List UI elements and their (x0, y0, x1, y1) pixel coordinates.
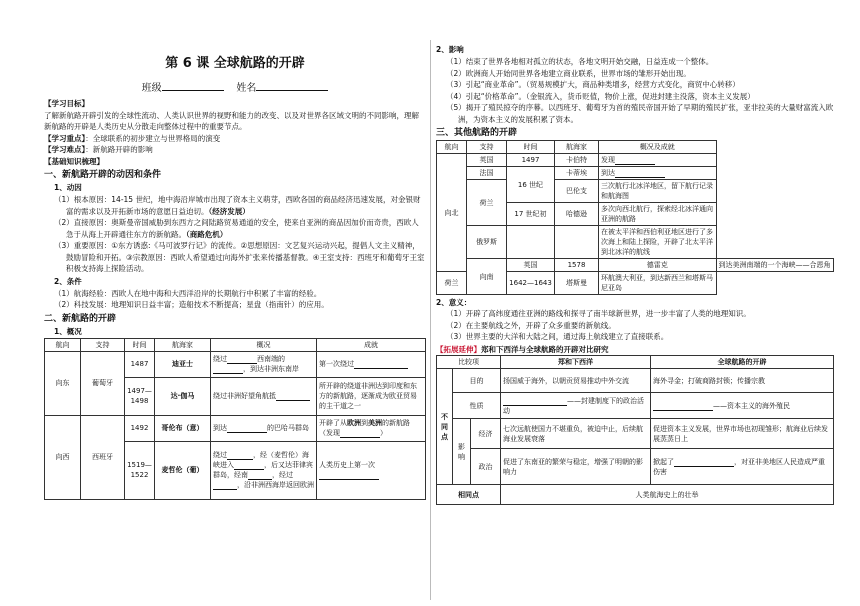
gl-econ: 促进资本主义发展，世界市场也初现雏形；航海业后续发展蒸蒸日上 (651, 419, 834, 449)
page-title: 第 6 课 全球航路的开辟 (165, 56, 305, 71)
columbus-desc: 到达 的巴哈马群岛 (211, 415, 317, 441)
col-achievement: 成就 (317, 338, 426, 351)
goals-head: 【学习目标】 (44, 99, 89, 108)
diff-label: 不同点 (437, 369, 453, 485)
impact-4: （4）引起“价格革命”。（金银流入，货币贬值，物价上涨，促进封建主没落，资本主义发展） (446, 91, 755, 101)
col-time: 时间 (507, 141, 555, 154)
magellan-time: 1519—1522 (125, 441, 155, 499)
table-row (437, 449, 834, 485)
subsection-conditions: 2、条件 (54, 276, 82, 286)
impact-3: （3）引起“商业革命”。（贸易规模扩大，商品种类增多，经营方式变化，商贸中心转移） (446, 80, 740, 89)
magellan-ach-blank[interactable] (319, 471, 379, 480)
columbus-ach-blank[interactable] (340, 429, 380, 438)
econ-label: 经济 (471, 419, 501, 449)
goals-text: 了解新航路开辟引发的全球性流动、人类认识世界的视野和能力的改变、以及对世界各区域文明的不同影响，理解新航路的开辟是人类历史从分散走向整体过程中的重要节点。 (44, 110, 419, 131)
gama-blank[interactable] (276, 392, 310, 401)
meaning-heading: 2、意义： (436, 298, 472, 307)
gl-nature: ——资本主义的海外殖民 (651, 393, 834, 419)
magellan-blank-1[interactable] (227, 451, 253, 460)
gl-pol-blank[interactable] (674, 458, 734, 467)
drake-name: 德雷克 (599, 259, 717, 272)
zh-purpose: 扬国威于海外，以朝贡贸易推动中外交流 (501, 369, 651, 393)
col-direction: 航向 (437, 141, 467, 154)
impact-5: （5）揭开了殖民掠夺的序幕。以西班牙、葡萄牙为首的殖民帝国开始了早期的殖民扩张，亚非拉美的大量财富流入欧洲，为资本主义的发展积累了资本。 (446, 103, 834, 124)
comparison-table (436, 355, 834, 505)
class-label: 班级 (141, 83, 162, 94)
cartier-desc: 到达 (599, 167, 717, 180)
magellan-blank-4[interactable] (213, 481, 237, 490)
table-row (437, 154, 834, 167)
table-row (437, 369, 834, 393)
east-support: 葡萄牙 (81, 351, 125, 415)
motive-root: （1）根本原因：14-15 世纪，地中海沿岸城市出现了资本主义萌芽，西欧各国的商品经济迅速发展，对金银财富的需求以及开拓新市场的意愿日益迫切。 (54, 195, 421, 216)
purpose-label: 目的 (453, 369, 501, 393)
key-head: 【学习重点】 (44, 133, 86, 143)
col-support: 支持 (467, 141, 507, 154)
columbus-ach: 开辟了从欧洲到美洲的新航路（发现 ） (317, 415, 426, 441)
influence-label: 影响 (453, 419, 471, 485)
col-time: 时间 (125, 338, 155, 351)
col-zhenghe: 郑和下西洋 (501, 356, 651, 369)
columbus-time: 1492 (125, 415, 155, 441)
meaning-1: （1）开辟了高纬度通往亚洲的路线和探寻了南半球新世界，进一步丰富了人类的地理知识。 (446, 309, 751, 318)
dias-name: 迪亚士 (155, 351, 211, 377)
cabot-time: 1497 (507, 154, 555, 167)
other-routes-table (436, 140, 834, 295)
tasman-time: 1642—1643 (507, 272, 555, 295)
table-row (437, 485, 834, 505)
dias-ach: 第一次绕过 (317, 351, 426, 377)
dias-blank-1[interactable] (227, 355, 257, 364)
subsection-motive: 1、动因 (54, 183, 82, 192)
zh-econ: 七次远航使国力不堪重负，被迫中止，后续航海业发展衰落 (501, 419, 651, 449)
russia-desc: 在被太平洋和西伯利亚地区进行了多次海上和陆上探险，开辟了北太平洋到北冰洋的航线 (599, 226, 717, 259)
east-direction: 向东 (45, 351, 81, 415)
name-label: 姓名 (236, 83, 257, 94)
gl-nature-blank[interactable] (653, 402, 713, 411)
left-column (44, 0, 426, 500)
col-support: 支持 (81, 338, 125, 351)
time-17c: 17 世纪初 (507, 203, 555, 226)
hudson-desc: 多次向西北航行，探索经北冰洋通向亚洲的航路 (599, 203, 717, 226)
nature-label: 性质 (453, 393, 501, 419)
west-direction: 向西 (45, 415, 81, 499)
col-overview: 概况 (211, 338, 317, 351)
west-support: 西班牙 (81, 415, 125, 499)
dias-blank-2[interactable] (213, 365, 243, 374)
meaning-2: （2）在主要航线之外，开辟了众多重要的新航线。 (446, 320, 616, 330)
drake-desc: 到达美洲南端的一个海峡——合恩角 (716, 259, 834, 272)
col-navigator: 航海家 (555, 141, 599, 154)
dias-ach-blank[interactable] (354, 360, 408, 369)
col-direction: 航向 (45, 338, 81, 351)
magellan-blank-2[interactable] (234, 461, 264, 470)
col-summary: 概况及成就 (599, 141, 717, 154)
meaning-3: （3）世界主要的大洋和大陆之间，通过海上航线建立了直接联系。 (446, 332, 669, 341)
column-divider (430, 40, 431, 600)
magellan-desc: 绕过 ，经（麦哲伦）海峡进入 ，后又达菲律宾群岛，经南 ，经过，沿非洲西海岸返回欧洲 (211, 441, 317, 499)
same-text: 人类航海史上的壮举 (501, 485, 834, 505)
magellan-blank-3[interactable] (248, 471, 272, 480)
class-blank[interactable] (162, 90, 224, 91)
pol-label: 政治 (471, 449, 501, 485)
support-netherlands: 荷兰 (467, 180, 507, 226)
south-direction: 向南 (467, 259, 507, 295)
magellan-name: 麦哲伦（葡） (155, 441, 211, 499)
section1-heading: 一、新航路开辟的动因和条件 (44, 170, 162, 180)
gama-desc: 绕过非洲好望角航抵 (211, 377, 317, 415)
russia-navigator (555, 226, 599, 259)
comparison-header (437, 356, 834, 369)
table-row (437, 226, 834, 259)
motive-root-tag: （经济发展） (208, 206, 250, 216)
subsection-impact: 2、影响 (436, 45, 464, 54)
extension-title: 郑和下西洋与全球航路的开辟对比研究 (481, 344, 609, 354)
table-row (437, 167, 834, 180)
impact-1: （1）结束了世界各地相对孤立的状态，各地文明开始交融，日益连成一个整体。 (446, 57, 714, 66)
table-row (45, 415, 426, 441)
section3-heading: 三、其他航路的开辟 (436, 128, 518, 138)
hudson-name: 哈德逊 (555, 203, 599, 226)
diff-head: 【学习难点】 (44, 145, 86, 154)
basic-head: 【基础知识梳理】 (44, 156, 104, 166)
dias-time: 1487 (125, 351, 155, 377)
dias-desc: 绕过 西南端的，到达非洲东南岸 (211, 351, 317, 377)
drake-time: 1578 (555, 259, 599, 272)
cabot-name: 卡伯特 (555, 154, 599, 167)
columbus-name: 哥伦布（意） (155, 415, 211, 441)
subsection-overview: 1、概况 (54, 326, 82, 336)
col-global: 全球航路的开辟 (651, 356, 834, 369)
impact-2: （2）欧洲商人开始同世界各地建立商业联系，世界市场的雏形开始出现。 (446, 68, 691, 78)
magellan-ach: 人类历史上第一次 (317, 441, 426, 499)
barents-desc: 三次航行北冰洋地区，留下航行记录和航海图 (599, 180, 717, 203)
table-row (437, 419, 834, 449)
diff-text: ：新航路开辟的影响 (85, 145, 153, 154)
other-routes-header (437, 141, 834, 154)
section2-heading: 二、新航路的开辟 (44, 313, 117, 324)
zh-nature: ——封建制度下的政治活动 (501, 393, 651, 419)
cabot-desc: 发现 (599, 154, 717, 167)
key-text: ：全球联系的初步建立与世界格局的演变 (85, 133, 221, 143)
col-compare-item: 比较项 (437, 356, 501, 369)
motive-direct-tag: （商路危机） (186, 229, 228, 239)
table-row (45, 351, 426, 377)
extension-tag: 【拓展延伸】 (436, 344, 481, 354)
support-russia: 俄罗斯 (467, 226, 507, 259)
cartier-blank[interactable] (615, 169, 665, 178)
routes-table-header (45, 338, 426, 351)
barents-name: 巴伦支 (555, 180, 599, 203)
tasman-name: 塔斯曼 (555, 272, 599, 295)
table-row (437, 259, 834, 272)
gama-name: 达·伽马 (155, 377, 211, 415)
tasman-desc: 环航澳大利亚，到达新西兰和塔斯马尼亚岛 (599, 272, 717, 295)
motive-direct: （2）直接原因：奥斯曼帝国威胁到东西方之间陆路贸易通道的安全，使来自亚洲的商品因加价而奇贵，西欧人急于从海上开辟通往东方的新航路。 (54, 218, 419, 239)
table-row (437, 393, 834, 419)
gl-pol: 掀起了 ，对亚非美地区人民造成严重伤害 (651, 449, 834, 485)
russia-time (507, 226, 555, 259)
north-direction: 向北 (437, 154, 467, 272)
same-label: 相同点 (437, 485, 501, 505)
name-blank[interactable] (256, 90, 328, 91)
cartier-name: 卡蒂埃 (555, 167, 599, 180)
col-navigator: 航海家 (155, 338, 211, 351)
table-row (437, 180, 834, 203)
right-column (436, 0, 834, 505)
cabot-blank[interactable] (615, 156, 655, 165)
condition-experience: （1）航海经验：西欧人在地中海和大西洋沿岸的长期航行中积累了丰富的经验。 (54, 288, 322, 298)
condition-technology: （2）科技发展：地理知识日益丰富；造船技术不断提高；星盘（指南针）的应用。 (54, 300, 329, 309)
time-16c: 16 世纪 (507, 167, 555, 203)
routes-table (44, 338, 426, 500)
support-netherlands-south: 荷兰 (437, 272, 467, 295)
name-row (44, 79, 426, 94)
columbus-blank[interactable] (227, 424, 267, 433)
gama-ach: 所开辟的绕道非洲达到印度和东方的新航路，逐渐成为欧亚贸易的主干道之一 (317, 377, 426, 415)
support-uk-south: 英国 (507, 259, 555, 272)
gama-time: 1497—1498 (125, 377, 155, 415)
support-france: 法国 (467, 167, 507, 180)
zh-nature-blank[interactable] (503, 397, 567, 406)
gl-purpose: 海外寻金；打破商路封锁；传播宗教 (651, 369, 834, 393)
support-uk: 英国 (467, 154, 507, 167)
motive-important: （3）重要原因：①东方诱惑:《马可波罗行记》的流传。②思想原因：文艺复兴运动兴起，提倡人文主义精神，鼓励冒险和开拓。③宗教原因：西欧人希望通过向海外扩张来传播基督教。④王室支持：西班牙和葡萄牙王室积极支持海上探险活动。 (54, 241, 425, 273)
zh-pol: 促进了东南亚的繁荣与稳定，增强了明朝的影响力 (501, 449, 651, 485)
